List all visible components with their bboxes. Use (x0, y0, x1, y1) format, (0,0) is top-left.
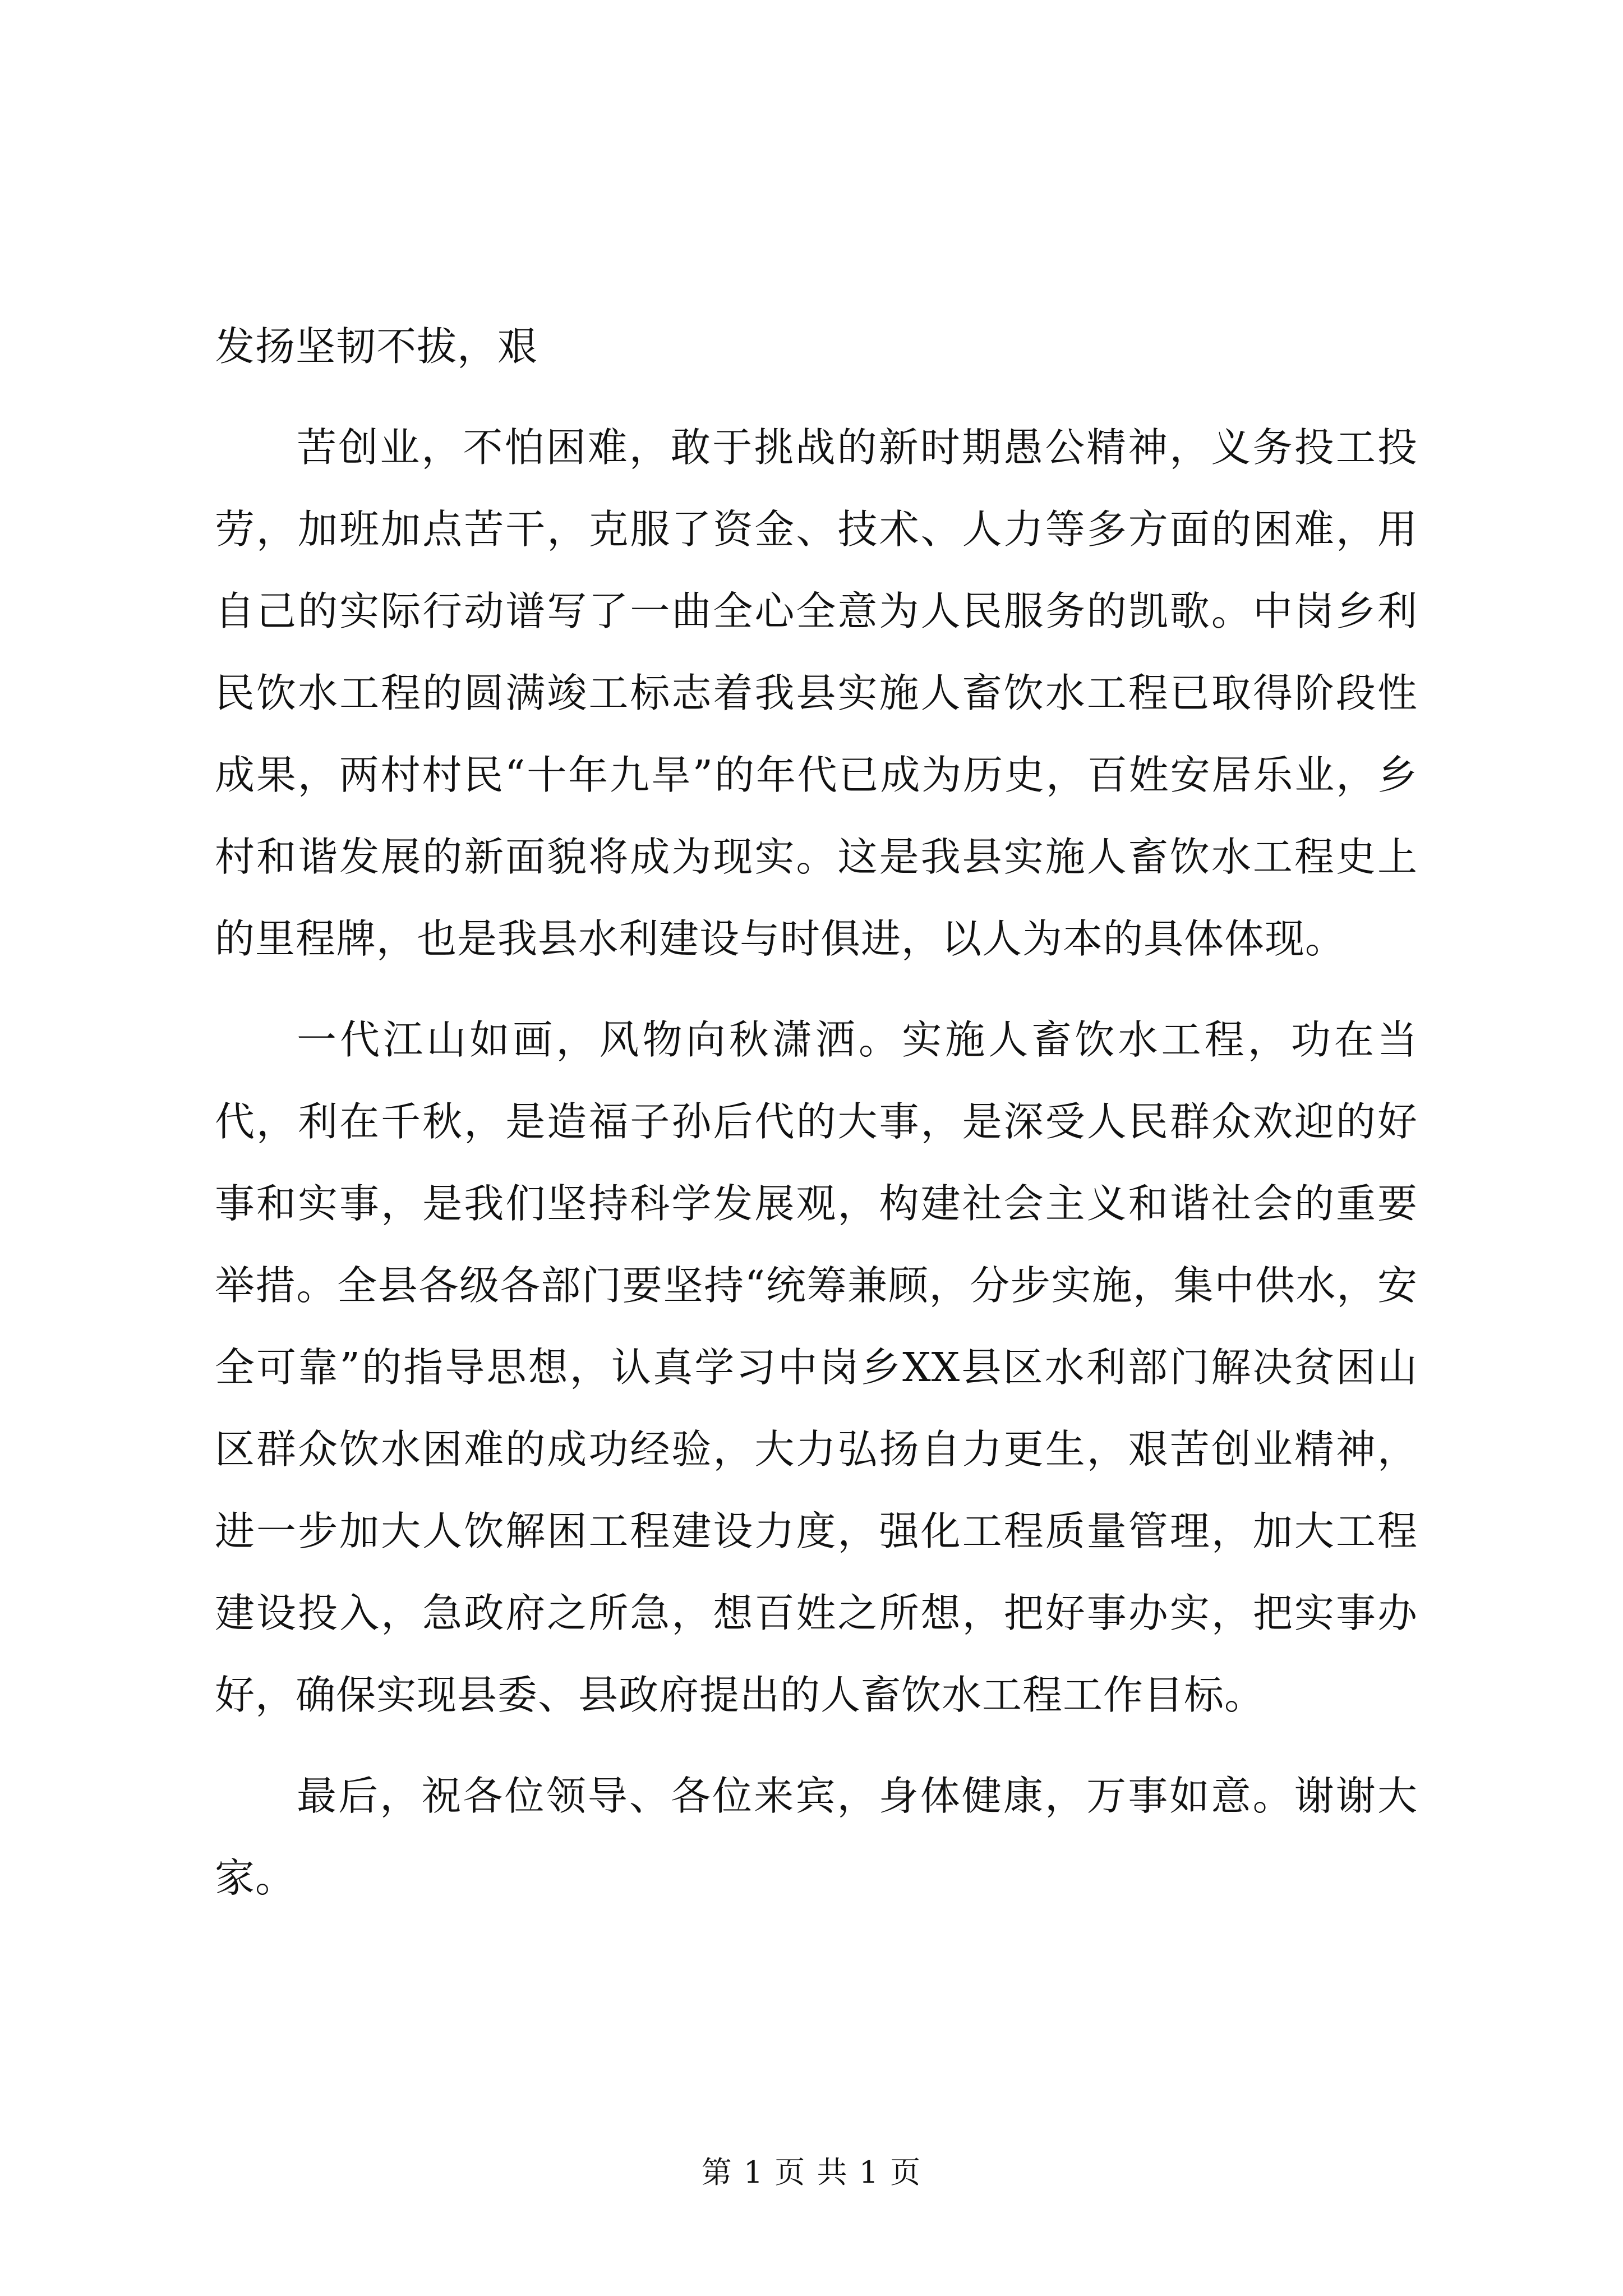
paragraph-project-completion: 苦创业，不怕困难，敢于挑战的新时期愚公精神，义务投工投劳，加班加点苦干，克服了资金、技术、人力等多方面的困难，用自己的实际行动谱写了一曲全心全意为人民服务的凯歌。中岗乡利民饮水工程的圆满竣工标志着我县实施人畜饮水工程已取得阶段性成果，两村村民“十年九旱”的年代已成为历史，百姓安居乐业，乡村和谐发展的新面貌将成为现实。这是我县实施人畜饮水工程史上的里程牌，也是我县水利建设与时俱进，以人为本的具体体现。 (215, 424, 1418, 962)
page-number-footer: 第 1 页 共 1 页 (701, 2155, 922, 2190)
paragraph-closing-remarks: 最后，祝各位领导、各位来宾，身体健康，万事如意。谢谢大家。 (215, 1773, 1418, 1901)
paragraph-continuation: 发扬坚韧不拔，艰 (215, 323, 538, 370)
document-body (215, 306, 1418, 1938)
paragraph-project-significance: 一代江山如画，风物向秋潇洒。实施人畜饮水工程，功在当代，利在千秋，是造福子孙后代的大事，是深受人民群众欢迎的好事和实事，是我们坚持科学发展观，构建社会主义和谐社会的重要举措。全县各级各部门要坚持“统筹兼顾，分步实施，集中供水，安全可靠”的指导思想，认真学习中岗乡XX县区水利部门解决贫困山区群众饮水困难的成功经验，大力弘扬自力更生，艰苦创业精神，进一步加大人饮解困工程建设力度，强化工程质量管理，加大工程建设投入，急政府之所急，想百姓之所想，把好事办实，把实事办好，确保实现县委、县政府提出的人畜饮水工程工作目标。 (215, 1016, 1418, 1718)
